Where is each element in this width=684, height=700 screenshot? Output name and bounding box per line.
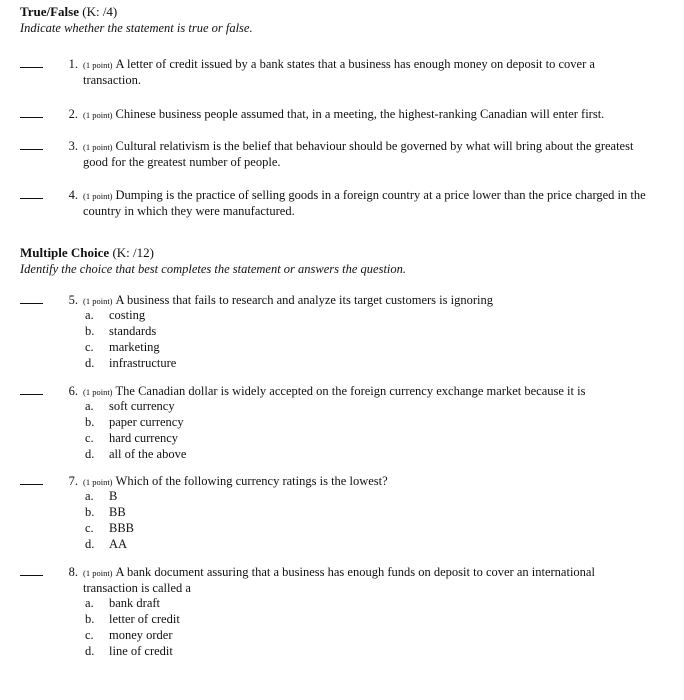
option-c[interactable] bbox=[85, 430, 186, 446]
option-text: money order bbox=[109, 628, 173, 642]
tf-section-score: (K: /4) bbox=[82, 4, 118, 19]
point-label: (1 point) bbox=[83, 568, 113, 578]
option-letter: d. bbox=[85, 537, 95, 551]
mc-section-title: Multiple Choice bbox=[20, 245, 110, 260]
question-stem: Dumping is the practice of selling goods in a foreign country at a price lower than the price charged in the country in which they were manufactured. bbox=[83, 188, 646, 218]
point-label: (1 point) bbox=[83, 477, 113, 487]
tf-section-heading bbox=[20, 4, 117, 19]
option-text: all of the above bbox=[109, 447, 187, 461]
question-number: 3. bbox=[68, 139, 78, 153]
option-list bbox=[85, 488, 134, 552]
mc-section-heading bbox=[20, 245, 154, 260]
option-text: marketing bbox=[109, 340, 160, 354]
option-letter: b. bbox=[85, 505, 95, 519]
option-text: AA bbox=[109, 537, 128, 551]
option-text: bank draft bbox=[109, 596, 161, 610]
option-b[interactable] bbox=[85, 504, 134, 520]
answer-blank[interactable] bbox=[20, 384, 43, 395]
option-letter: c. bbox=[85, 431, 94, 445]
question-number: 1. bbox=[68, 57, 78, 71]
tf-section-title: True/False bbox=[20, 4, 79, 19]
option-c[interactable] bbox=[85, 520, 134, 536]
option-b[interactable] bbox=[85, 323, 176, 339]
question-number: 2. bbox=[68, 107, 78, 121]
option-text: BBB bbox=[109, 521, 135, 535]
option-a[interactable] bbox=[85, 307, 176, 323]
question-stem: A bank document assuring that a business has enough funds on deposit to cover an international transaction is called a bbox=[83, 565, 595, 595]
question-text bbox=[83, 565, 643, 596]
option-b[interactable] bbox=[85, 414, 186, 430]
option-list bbox=[85, 595, 180, 659]
point-label: (1 point) bbox=[83, 142, 113, 152]
answer-blank[interactable] bbox=[20, 293, 43, 304]
option-c[interactable] bbox=[85, 627, 180, 643]
option-text: soft currency bbox=[109, 399, 175, 413]
option-list bbox=[85, 307, 176, 371]
question-text bbox=[83, 57, 648, 88]
point-label: (1 point) bbox=[83, 60, 113, 70]
question-stem: A business that fails to research and analyze its target customers is ignoring bbox=[115, 293, 493, 307]
question-number: 6. bbox=[68, 384, 78, 398]
option-letter: b. bbox=[85, 415, 95, 429]
point-label: (1 point) bbox=[83, 110, 113, 120]
option-text: standards bbox=[109, 324, 157, 338]
question-stem: The Canadian dollar is widely accepted on the foreign currency exchange market because it is bbox=[115, 384, 586, 398]
question-text bbox=[83, 107, 673, 123]
option-text: letter of credit bbox=[109, 612, 180, 626]
answer-blank[interactable] bbox=[20, 107, 43, 118]
option-letter: d. bbox=[85, 644, 95, 658]
question-text bbox=[83, 139, 648, 170]
option-letter: d. bbox=[85, 447, 95, 461]
question-number: 4. bbox=[68, 188, 78, 202]
point-label: (1 point) bbox=[83, 296, 113, 306]
option-text: BB bbox=[109, 505, 126, 519]
tf-instruction: Indicate whether the statement is true or false. bbox=[20, 21, 253, 35]
point-label: (1 point) bbox=[83, 387, 113, 397]
option-letter: b. bbox=[85, 324, 95, 338]
question-stem: Chinese business people assumed that, in a meeting, the highest-ranking Canadian will enter first. bbox=[115, 107, 605, 121]
option-a[interactable] bbox=[85, 595, 180, 611]
answer-blank[interactable] bbox=[20, 57, 43, 68]
option-letter: a. bbox=[85, 308, 94, 322]
mc-instruction: Identify the choice that best completes the statement or answers the question. bbox=[20, 262, 407, 276]
option-text: infrastructure bbox=[109, 356, 177, 370]
option-c[interactable] bbox=[85, 339, 176, 355]
option-letter: a. bbox=[85, 489, 94, 503]
option-d[interactable] bbox=[85, 643, 180, 659]
option-text: line of credit bbox=[109, 644, 173, 658]
question-number: 8. bbox=[68, 565, 78, 579]
question-stem: Cultural relativism is the belief that behaviour should be governed by what will bring about the greatest good for the greatest number of people. bbox=[83, 139, 634, 169]
option-letter: d. bbox=[85, 356, 95, 370]
option-letter: c. bbox=[85, 340, 94, 354]
option-letter: a. bbox=[85, 596, 94, 610]
mc-section-score: (K: /12) bbox=[112, 245, 154, 260]
option-b[interactable] bbox=[85, 611, 180, 627]
option-d[interactable] bbox=[85, 446, 186, 462]
option-text: costing bbox=[109, 308, 146, 322]
answer-blank[interactable] bbox=[20, 565, 43, 576]
option-letter: b. bbox=[85, 612, 95, 626]
option-text: hard currency bbox=[109, 431, 179, 445]
answer-blank[interactable] bbox=[20, 474, 43, 485]
option-a[interactable] bbox=[85, 398, 186, 414]
option-text: B bbox=[109, 489, 118, 503]
option-a[interactable] bbox=[85, 488, 134, 504]
question-text bbox=[83, 474, 673, 490]
question-stem: A letter of credit issued by a bank states that a business has enough money on deposit to cover a transaction. bbox=[83, 57, 595, 87]
option-letter: a. bbox=[85, 399, 94, 413]
option-letter: c. bbox=[85, 628, 94, 642]
option-list bbox=[85, 398, 186, 462]
option-letter: c. bbox=[85, 521, 94, 535]
question-number: 5. bbox=[68, 293, 78, 307]
question-stem: Which of the following currency ratings is the lowest? bbox=[115, 474, 388, 488]
answer-blank[interactable] bbox=[20, 139, 43, 150]
question-number: 7. bbox=[68, 474, 78, 488]
point-label: (1 point) bbox=[83, 191, 113, 201]
question-text bbox=[83, 188, 673, 219]
option-d[interactable] bbox=[85, 355, 176, 371]
option-text: paper currency bbox=[109, 415, 184, 429]
option-d[interactable] bbox=[85, 536, 134, 552]
answer-blank[interactable] bbox=[20, 188, 43, 199]
